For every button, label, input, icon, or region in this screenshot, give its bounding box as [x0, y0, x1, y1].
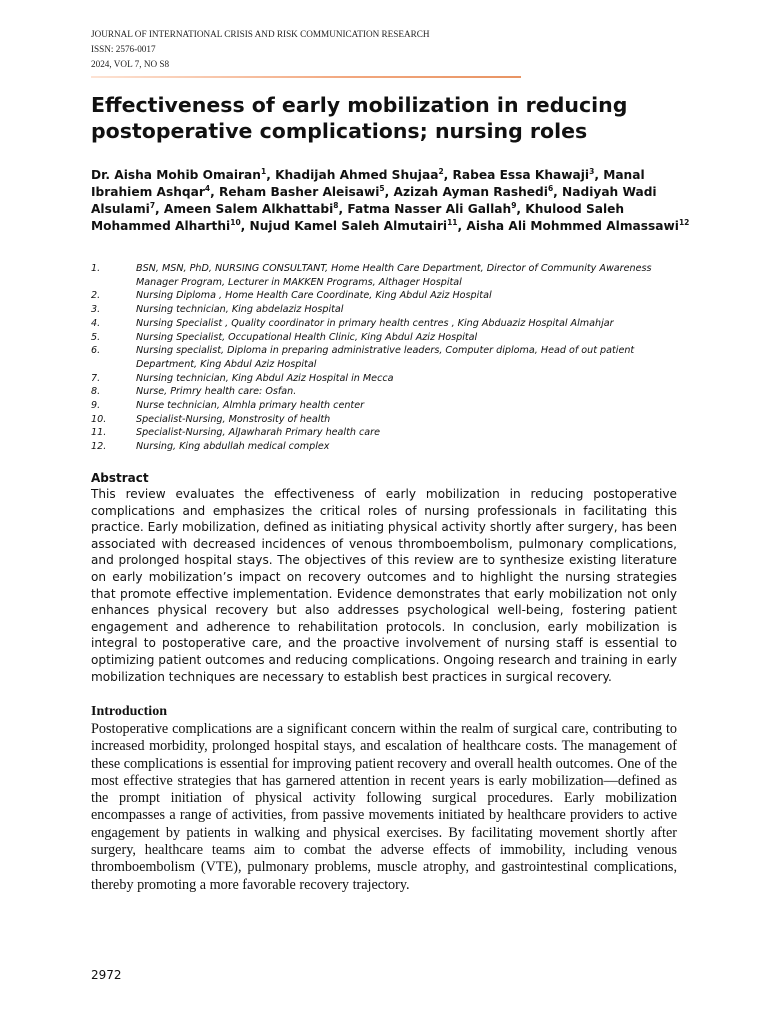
author	[250, 219, 458, 233]
affiliation-number: 3.	[91, 304, 101, 316]
affiliation-item	[91, 331, 691, 345]
affiliation-text: Nursing technician, King Abdul Aziz Hospital in Mecca	[136, 372, 394, 384]
author-affiliation-marker: 2	[438, 166, 444, 176]
affiliation-item	[91, 413, 691, 427]
author	[347, 202, 516, 216]
author	[219, 185, 385, 199]
affiliation-text: Nursing specialist, Diploma in preparing administrative leaders, Computer diploma, Head of out patient Department, King Abdul Aziz Hospital	[136, 345, 635, 370]
affiliation-number: 5.	[91, 331, 101, 343]
author-name: Khadijah Ahmed Shujaa	[275, 168, 439, 182]
journal-name: JOURNAL OF INTERNATIONAL CRISIS AND RISK COMMUNICATION RESEARCH	[91, 29, 430, 39]
introduction-heading: Introduction	[91, 704, 167, 719]
affiliation-number: 4.	[91, 317, 101, 329]
author	[164, 202, 339, 216]
author-affiliation-marker: 10	[230, 217, 241, 227]
affiliation-item	[91, 289, 691, 303]
affiliation-number: 2.	[91, 290, 101, 302]
author-name: Fatma Nasser Ali Gallah	[347, 202, 512, 216]
author-affiliation-marker: 3	[589, 166, 595, 176]
affiliation-text: Nursing Diploma , Home Health Care Coordinate, King Abdul Aziz Hospital	[136, 290, 492, 302]
affiliation-number: 10.	[91, 413, 107, 425]
affiliation-text: Nurse, Primry health care: Osfan.	[136, 386, 297, 398]
affiliation-item	[91, 426, 691, 440]
author-name: Ameen Salem Alkhattabi	[163, 202, 334, 216]
affiliation-text: BSN, MSN, PhD, NURSING CONSULTANT, Home Health Care Department, Director of Community Awareness Manager Program, Lecturer in MAKKEN Programs, Althager Hospital	[136, 263, 652, 288]
affiliation-number: 1.	[91, 263, 101, 274]
author-affiliation-marker: 12	[678, 217, 690, 227]
affiliation-item	[91, 317, 691, 331]
affiliation-item	[91, 344, 691, 371]
author-name: Manal Ibrahiem Ashqar	[91, 168, 645, 199]
page-number: 2972	[91, 968, 122, 982]
affiliation-text: Nursing Specialist, Occupational Health Clinic, King Abdul Aziz Hospital	[136, 331, 478, 343]
author-name: Rabea Essa Khawaji	[452, 168, 590, 182]
affiliation-item	[91, 399, 691, 413]
author-affiliation-marker: 1	[260, 166, 267, 176]
abstract-body: This review evaluates the effectiveness of early mobilization in reducing postoperative complications and emphasizes the critical roles of nursing professionals in facilitating this practice. Early mobilization, defined as initiating physical activity shortly after surgery, has been associated with decreased incidences of venous thromboembolism, pulmonary complications, and prolonged hospital stays. The objectives of this review are to synthesize existing literature on early mobilization’s impact on recovery outcomes and to highlight the nursing strategies that promote effective implementation. Evidence demonstrates that early mobilization not only enhances physical recovery but also addresses psychological well-being, fostering patient engagement and adherence to rehabilitation protocols. In conclusion, early mobilization is integral to postoperative care, and the proactive involvement of nursing staff is essential to optimizing patient outcomes and reducing complications. Ongoing research and training in early mobilization techniques are necessary to establish best practices in surgical recovery.	[91, 487, 677, 684]
journal-volume: 2024, VOL 7, NO S8	[91, 59, 170, 69]
affiliation-number: 7.	[91, 372, 101, 384]
affiliation-text: Nursing, King abdullah medical complex	[136, 441, 330, 453]
affiliation-number: 8.	[91, 386, 101, 398]
header-divider	[91, 76, 521, 78]
journal-issn: ISSN: 2576-0017	[91, 44, 156, 54]
introduction-body: Postoperative complications are a significant concern within the realm of surgical care, contributing to increased morbidity, prolonged hospital stays, and escalation of healthcare costs. The management of these complications is essential for improving patient recovery and overall health outcomes. One of the most effective strategies that has garnered attention in recent years is early mobilization—defined as the prompt initiation of physical activity following surgical procedures. Early mobilization encompasses a range of activities, from passive movements initiated by healthcare providers to active engagement by patients in walking and physical exercises. By facilitating movement shortly after surgery, healthcare teams aim to combat the adverse effects of immobility, including venous thromboembolism (VTE), pulmonary problems, muscle atrophy, and gastrointestinal complications, thereby promoting a more favorable recovery trajectory.	[91, 721, 677, 893]
affiliation-number: 6.	[91, 345, 101, 357]
author-affiliation-marker: 7	[149, 200, 156, 210]
author-name: Reham Basher Aleisawi	[218, 185, 380, 199]
author-name: Azizah Ayman Rashedi	[393, 185, 548, 199]
author	[453, 168, 595, 182]
author-name: Aisha Ali Mohmmed Almassawi	[466, 219, 679, 233]
author-affiliation-marker: 6	[547, 183, 554, 193]
affiliation-item	[91, 372, 691, 386]
paper-title: Effectiveness of early mobilization in reducing postoperative complications; nursing roles	[91, 93, 628, 143]
author-affiliation-marker: 4	[204, 183, 211, 193]
author-affiliation-marker: 9	[511, 200, 517, 210]
journal-header	[91, 27, 430, 72]
affiliation-text: Nursing technician, King abdelaziz Hospital	[136, 304, 344, 316]
author-list: Dr. Aisha Mohib Omairan$^1$, Khadijah Ahmed Shujaa$^2$, Rabea Essa Khawaji$^3$, Manal Ibrahiem Ashqar$^4$, Reham Basher Aleisawi$^5$, Azizah Ayman Rashedi$^6$, Nadiyah Wadi Alsulami$^7$, Ameen Salem Alkhattabi$^8$, Fatma Nasser Ali Gallah$^9$, Khulood Saleh Mohammed Alharthi$^{10}$, Nujud Kamel Saleh Almutairi$^{11}$, Aisha Ali Mohmmed Almassawi$^{12}$	[91, 166, 690, 233]
affiliation-item	[91, 303, 691, 317]
author-name: Nujud Kamel Saleh Almutairi	[249, 219, 448, 233]
abstract-heading: Abstract	[91, 471, 149, 485]
affiliation-item	[91, 385, 691, 399]
affiliation-number: 12.	[91, 441, 107, 453]
affiliation-list	[91, 262, 691, 454]
author-affiliation-marker: 5	[379, 183, 385, 193]
affiliation-number: 11.	[91, 427, 107, 439]
affiliation-text: Specialist-Nursing, AlJawharah Primary health care	[136, 427, 380, 439]
author	[275, 168, 444, 182]
author	[466, 219, 689, 233]
author-name: Dr. Aisha Mohib Omairan	[91, 168, 261, 182]
author-name: Nadiyah Wadi Alsulami	[91, 185, 657, 216]
affiliation-text: Nursing Specialist , Quality coordinator in primary health centres , King Abduaziz Hospital Almahjar	[136, 317, 614, 329]
author	[91, 168, 266, 182]
author-affiliation-marker: 11	[447, 217, 458, 227]
affiliation-text: Specialist-Nursing, Monstrosity of health	[136, 413, 331, 425]
affiliation-item	[91, 262, 691, 289]
author-name: Khulood Saleh Mohammed Alharthi	[91, 202, 625, 233]
affiliation-text: Nurse technician, Almhla primary health center	[136, 400, 365, 412]
author	[394, 185, 554, 199]
affiliation-item	[91, 440, 691, 454]
author-affiliation-marker: 8	[333, 200, 339, 210]
affiliation-number: 9.	[91, 400, 101, 412]
